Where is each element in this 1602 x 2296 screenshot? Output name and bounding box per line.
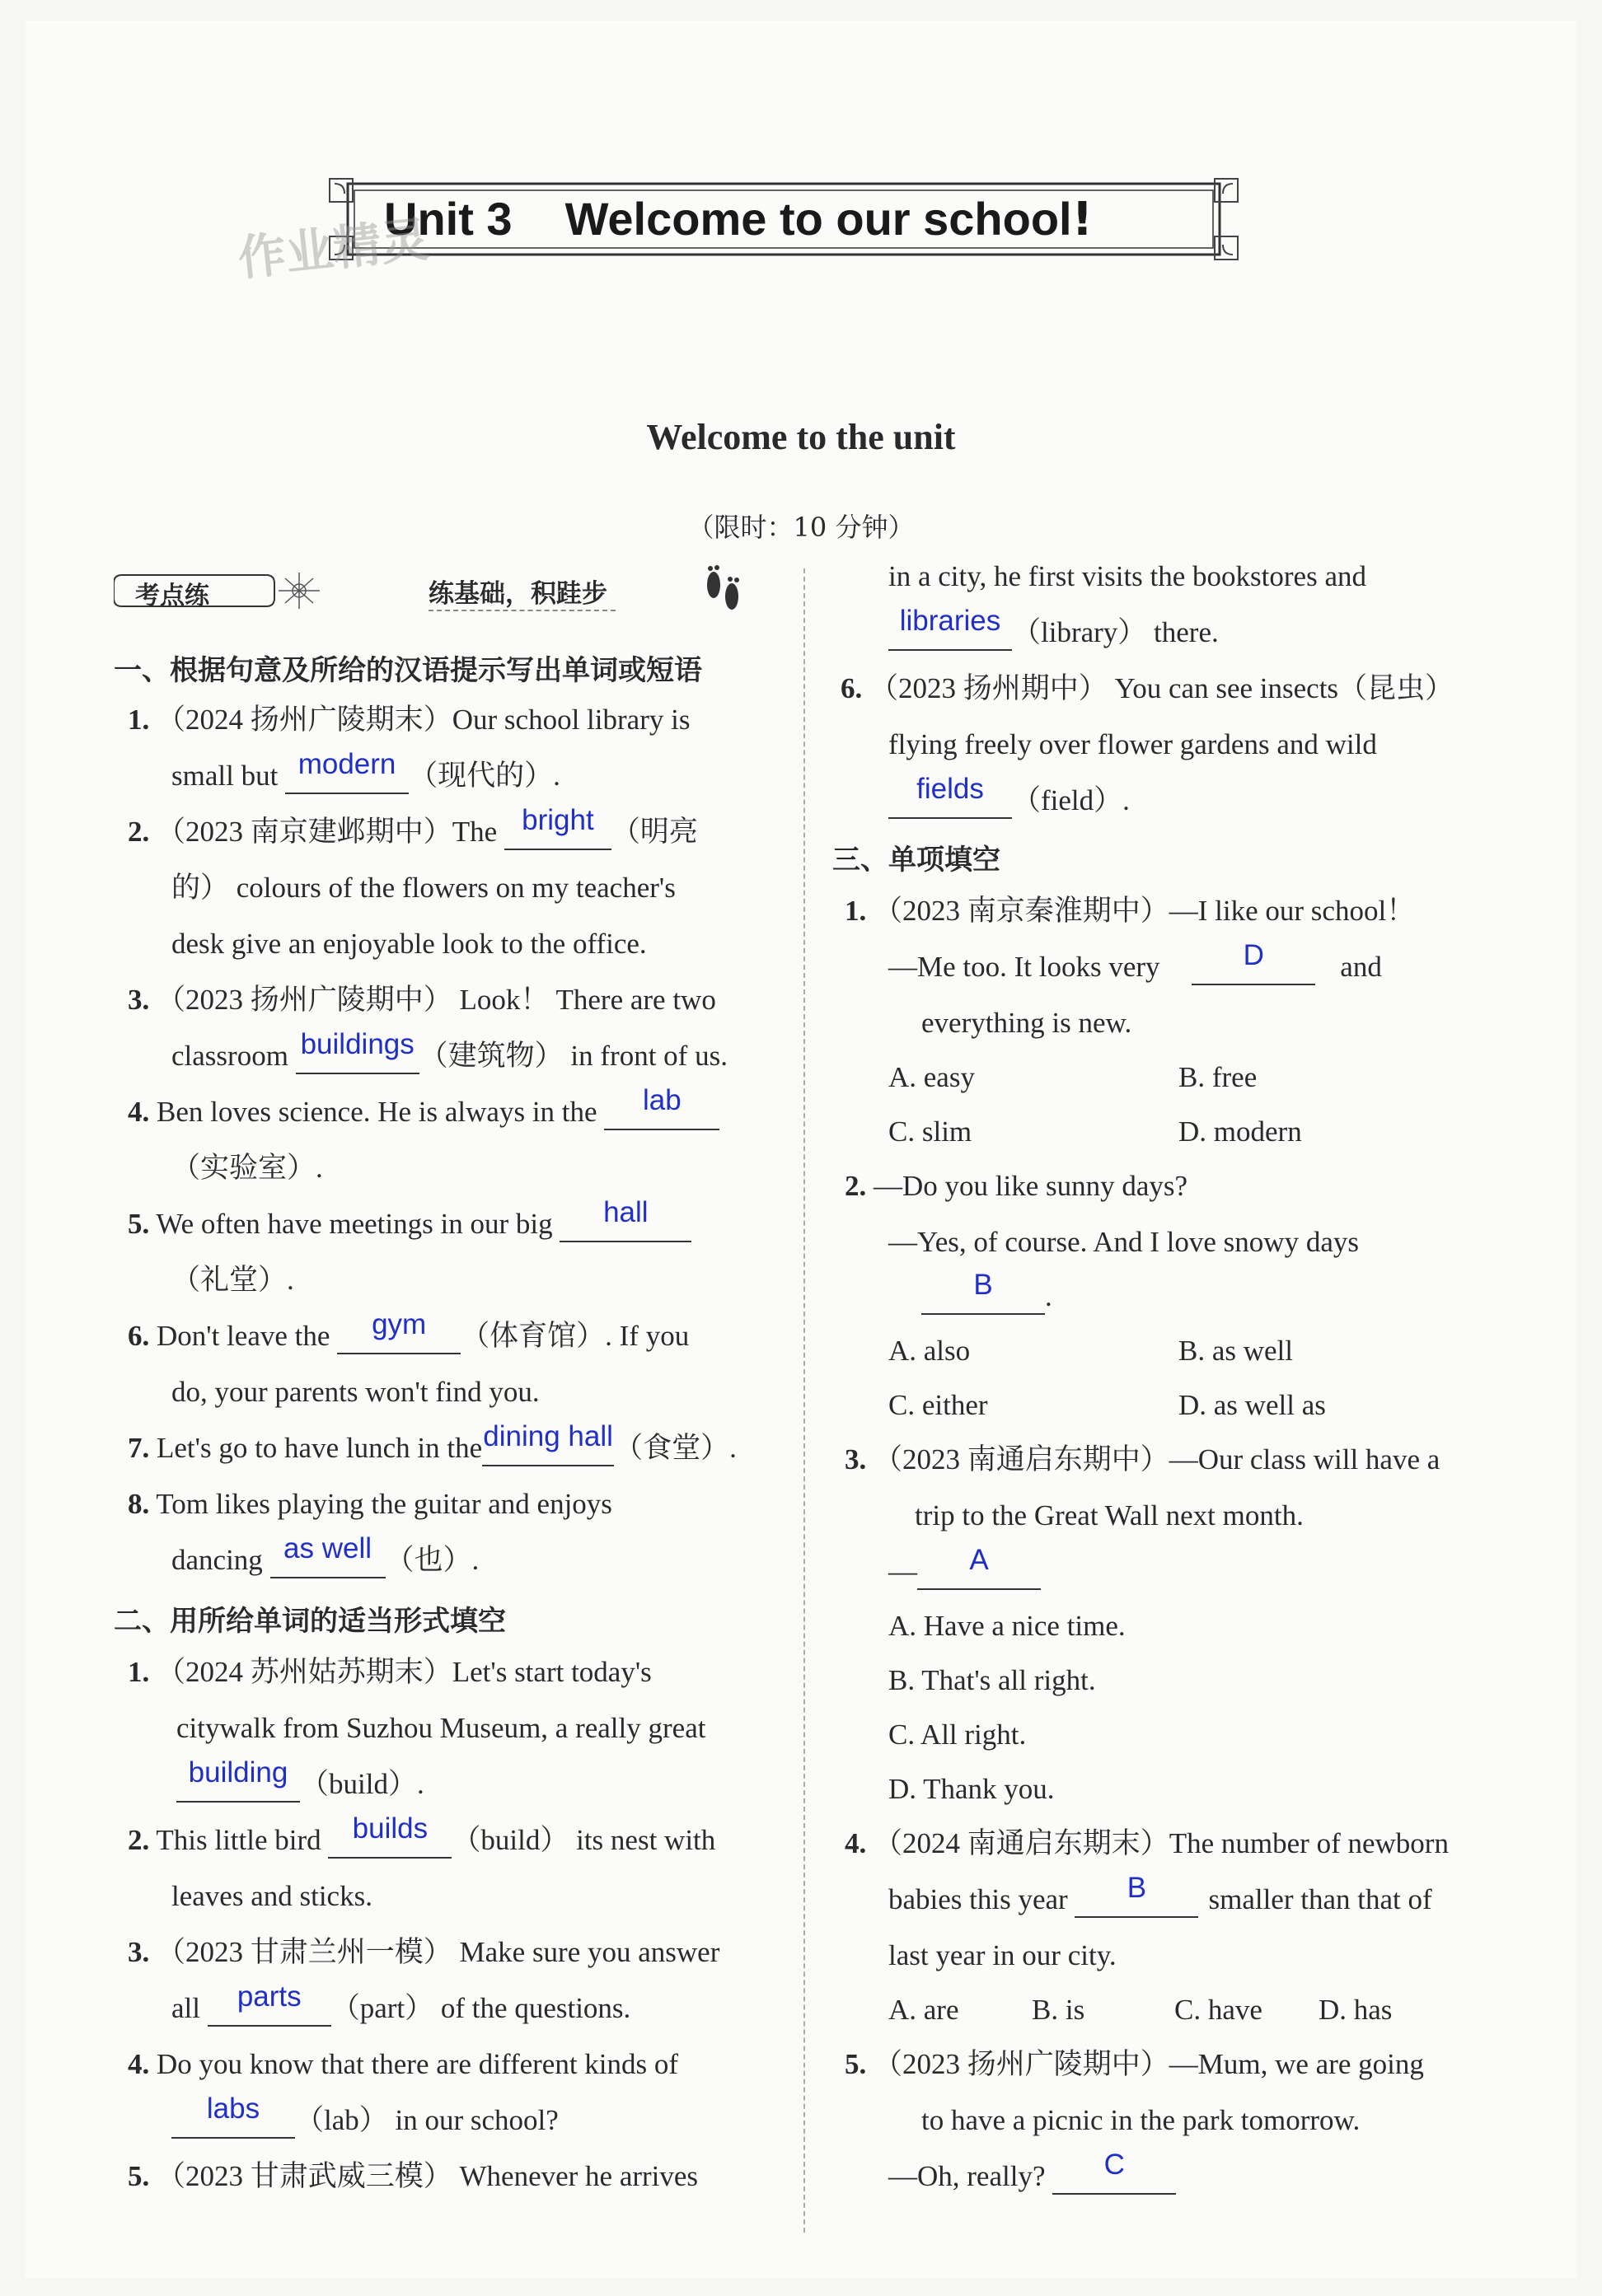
r4-answer: labs [206,2093,260,2125]
m4-option-a[interactable]: A. are [888,1994,959,2026]
q6-text-b: （体育馆）. If you [461,1320,690,1352]
q2-text-d: desk give an enjoyable look to the office. [171,928,647,960]
m2-text-b: —Yes, of course. And I love snowy days [888,1226,1359,1258]
q5-blank[interactable] [560,1196,691,1242]
m3-option-d[interactable]: D. Thank you. [888,1773,1055,1805]
watermark: 作业精灵 [235,211,432,287]
r3-text-c: （part） of the questions. [330,1992,631,2024]
r5-text-c: （library） there. [1012,616,1219,648]
m1-option-d[interactable]: D. modern [1178,1115,1302,1148]
m5-text-c: —Oh, really? [888,2160,1046,2192]
m1-text-c: and [1340,951,1382,983]
r6-text: （2023 扬州期中） You can see insects（昆虫） [869,672,1454,704]
q2-text: （2023 南京建邺期中）The [157,816,498,848]
r4-text-b: （lab） in our school? [295,2104,559,2136]
q1-text-c: （现代的）. [409,760,560,792]
m2-option-a[interactable]: A. also [888,1335,971,1367]
q4-blank[interactable] [604,1084,719,1130]
q2-blank[interactable] [504,804,611,850]
r2-text-b: （build） its nest with [452,1824,716,1856]
q7-answer: dining hall [483,1420,613,1452]
m2-number: 2. [845,1170,867,1202]
r4-blank[interactable] [171,2093,295,2139]
q7-number: 7. [128,1432,150,1464]
m3-number: 3. [845,1443,867,1475]
q1-text: （2024 扬州广陵期末）Our school library is [157,704,691,736]
m4-option-d[interactable]: D. has [1319,1994,1393,2026]
q1-answer: modern [297,748,396,780]
q6-text: Don't leave the [157,1320,330,1352]
q8-text-b: dancing [171,1544,263,1576]
r5-number: 5. [128,2160,150,2192]
r3-text-b: all [171,1992,200,2024]
q5-number: 5. [128,1208,150,1240]
q7-text: Let's go to have lunch in the [157,1432,483,1464]
section-3-heading: 三、单项填空 [832,844,1000,877]
m4-text-c: smaller than that of [1208,1883,1432,1915]
section-2-heading: 二、用所给单词的适当形式填空 [114,1605,506,1638]
r5-blank[interactable] [888,605,1012,651]
footprint-icon [699,560,748,618]
q3-blank[interactable] [296,1028,419,1074]
unit-number: Unit 3 [384,193,513,245]
m4-text-b: babies this year [888,1883,1068,1915]
r5-text: （2023 甘肃武威三模） Whenever he arrives [157,2160,699,2192]
q8-blank[interactable] [270,1532,386,1578]
section-1-heading: 一、根据句意及所给的汉语提示写出单词或短语 [114,654,702,687]
q1-number: 1. [128,704,150,736]
r5-text-b: in a city, he first visits the bookstores and [888,560,1366,592]
m5-blank[interactable] [1052,2149,1176,2195]
r2-answer: builds [352,1812,429,1845]
m4-option-c[interactable]: C. have [1174,1994,1262,2026]
q6-number: 6. [128,1320,150,1352]
m2-option-c[interactable]: C. either [888,1389,988,1421]
r2-text: This little bird [156,1824,321,1856]
m1-text-d: everything is new. [921,1007,1132,1039]
m1-blank[interactable] [1192,939,1315,985]
r5-answer: libraries [899,605,1001,637]
q3-text: （2023 扬州广陵期中） Look！ There are two [157,984,716,1016]
r1-blank[interactable] [176,1756,300,1803]
q8-answer: as well [283,1532,372,1564]
m2-option-d[interactable]: D. as well as [1178,1389,1326,1421]
r3-text: （2023 甘肃兰州一模） Make sure you answer [157,1936,720,1968]
m3-text: （2023 南通启东期中）—Our class will have a [874,1443,1440,1475]
q3-answer: buildings [300,1028,415,1060]
m2-blank[interactable] [921,1269,1045,1315]
q2-answer: bright [522,804,594,836]
q7-text-b: （食堂）. [614,1432,737,1464]
r3-blank[interactable] [208,1980,331,2027]
r1-text-c: （build）. [300,1768,424,1800]
q8-text: Tom likes playing the guitar and enjoys [156,1488,612,1520]
column-divider [803,568,805,2233]
q4-text: Ben loves science. He is always in the [157,1096,597,1128]
q6-blank[interactable] [337,1308,461,1354]
m4-text: （2024 南通启东期末）The number of newborn [874,1827,1449,1859]
m1-number: 1. [845,895,867,927]
section-title: Welcome to the unit [646,417,956,457]
q5-text-b: （礼堂）. [171,1264,294,1296]
time-limit: （限时：10 分钟） [687,512,915,543]
q2-text-b: （明亮 [611,816,698,848]
m4-number: 4. [845,1827,867,1859]
q2-text-c: 的） colours of the flowers on my teacher's [171,872,676,904]
r4-text: Do you know that there are different kinds of [157,2048,679,2080]
r4-number: 4. [128,2048,150,2080]
q5-answer: hall [603,1196,649,1228]
r6-number: 6. [841,672,863,704]
m1-text-b: —Me too. It looks very [888,951,1160,983]
tag-motto: 练基础，积跬步 [429,573,616,611]
q3-text-b: classroom [171,1040,288,1072]
m3-blank[interactable] [917,1544,1041,1590]
q4-text-b: （实验室）. [171,1152,323,1184]
tag-label: 考点练 [135,582,209,610]
unit-title-excl: ! [1071,193,1094,246]
m5-text: （2023 扬州广陵期中）—Mum, we are going [874,2048,1424,2080]
q1-text-b: small but [171,760,279,792]
m1-option-a[interactable]: A. easy [888,1061,975,1093]
m4-text-d: last year in our city. [888,1939,1117,1971]
r2-text-c: leaves and sticks. [171,1880,372,1912]
r6-text-c: （field）. [1012,784,1130,816]
m3-answer: A [969,1544,989,1576]
r1-number: 1. [128,1656,150,1688]
q6-answer: gym [372,1308,427,1340]
q8-text-c: （也）. [385,1544,480,1576]
m2-option-b[interactable]: B. as well [1178,1335,1294,1367]
r1-text-b: citywalk from Suzhou Museum, a really great [176,1712,706,1744]
q4-number: 4. [128,1096,150,1128]
m2-text: —Do you like sunny days? [874,1170,1188,1202]
q2-number: 2. [128,816,150,848]
m3-option-c[interactable]: C. All right. [888,1718,1027,1751]
m5-number: 5. [845,2048,867,2080]
m3-text-b: trip to the Great Wall next month. [915,1499,1304,1531]
q8-number: 8. [128,1488,150,1520]
m3-option-b[interactable]: B. That's all right. [888,1664,1096,1696]
r3-number: 3. [128,1936,150,1968]
r3-answer: parts [237,1980,302,2013]
q3-number: 3. [128,984,150,1016]
q5-text: We often have meetings in our big [156,1208,553,1240]
q4-answer: lab [642,1084,682,1116]
unit-title: Welcome to our school [564,193,1072,245]
q3-text-c: （建筑物） in front of us. [419,1040,728,1072]
q1-blank[interactable] [285,748,409,794]
r2-blank[interactable] [328,1812,452,1859]
r6-answer: fields [916,773,984,805]
r1-text: （2024 苏州姑苏期末）Let's start today's [157,1656,652,1688]
m3-option-a[interactable]: A. Have a nice time. [888,1610,1126,1642]
m1-answer: D [1243,939,1264,971]
q6-text-c: do, your parents won't find you. [171,1376,540,1408]
r2-number: 2. [128,1824,150,1856]
m5-text-b: to have a picnic in the park tomorrow. [921,2104,1361,2136]
r6-text-b: flying freely over flower gardens and wild [888,728,1377,760]
m2-answer: B [973,1269,993,1301]
m4-answer: B [1127,1872,1147,1904]
r6-blank[interactable] [888,773,1012,819]
q7-blank[interactable] [482,1420,614,1466]
m5-answer: C [1103,2149,1125,2181]
unit-banner [326,175,1241,263]
r1-answer: building [188,1756,288,1789]
m4-option-b[interactable]: B. is [1032,1994,1085,2026]
m1-option-b[interactable]: B. free [1178,1061,1258,1093]
practice-tag [114,568,328,613]
m1-option-c[interactable]: C. slim [888,1115,972,1148]
m4-blank[interactable] [1075,1872,1198,1918]
m1-text: （2023 南京秦淮期中）—I like our school！ [874,895,1416,927]
